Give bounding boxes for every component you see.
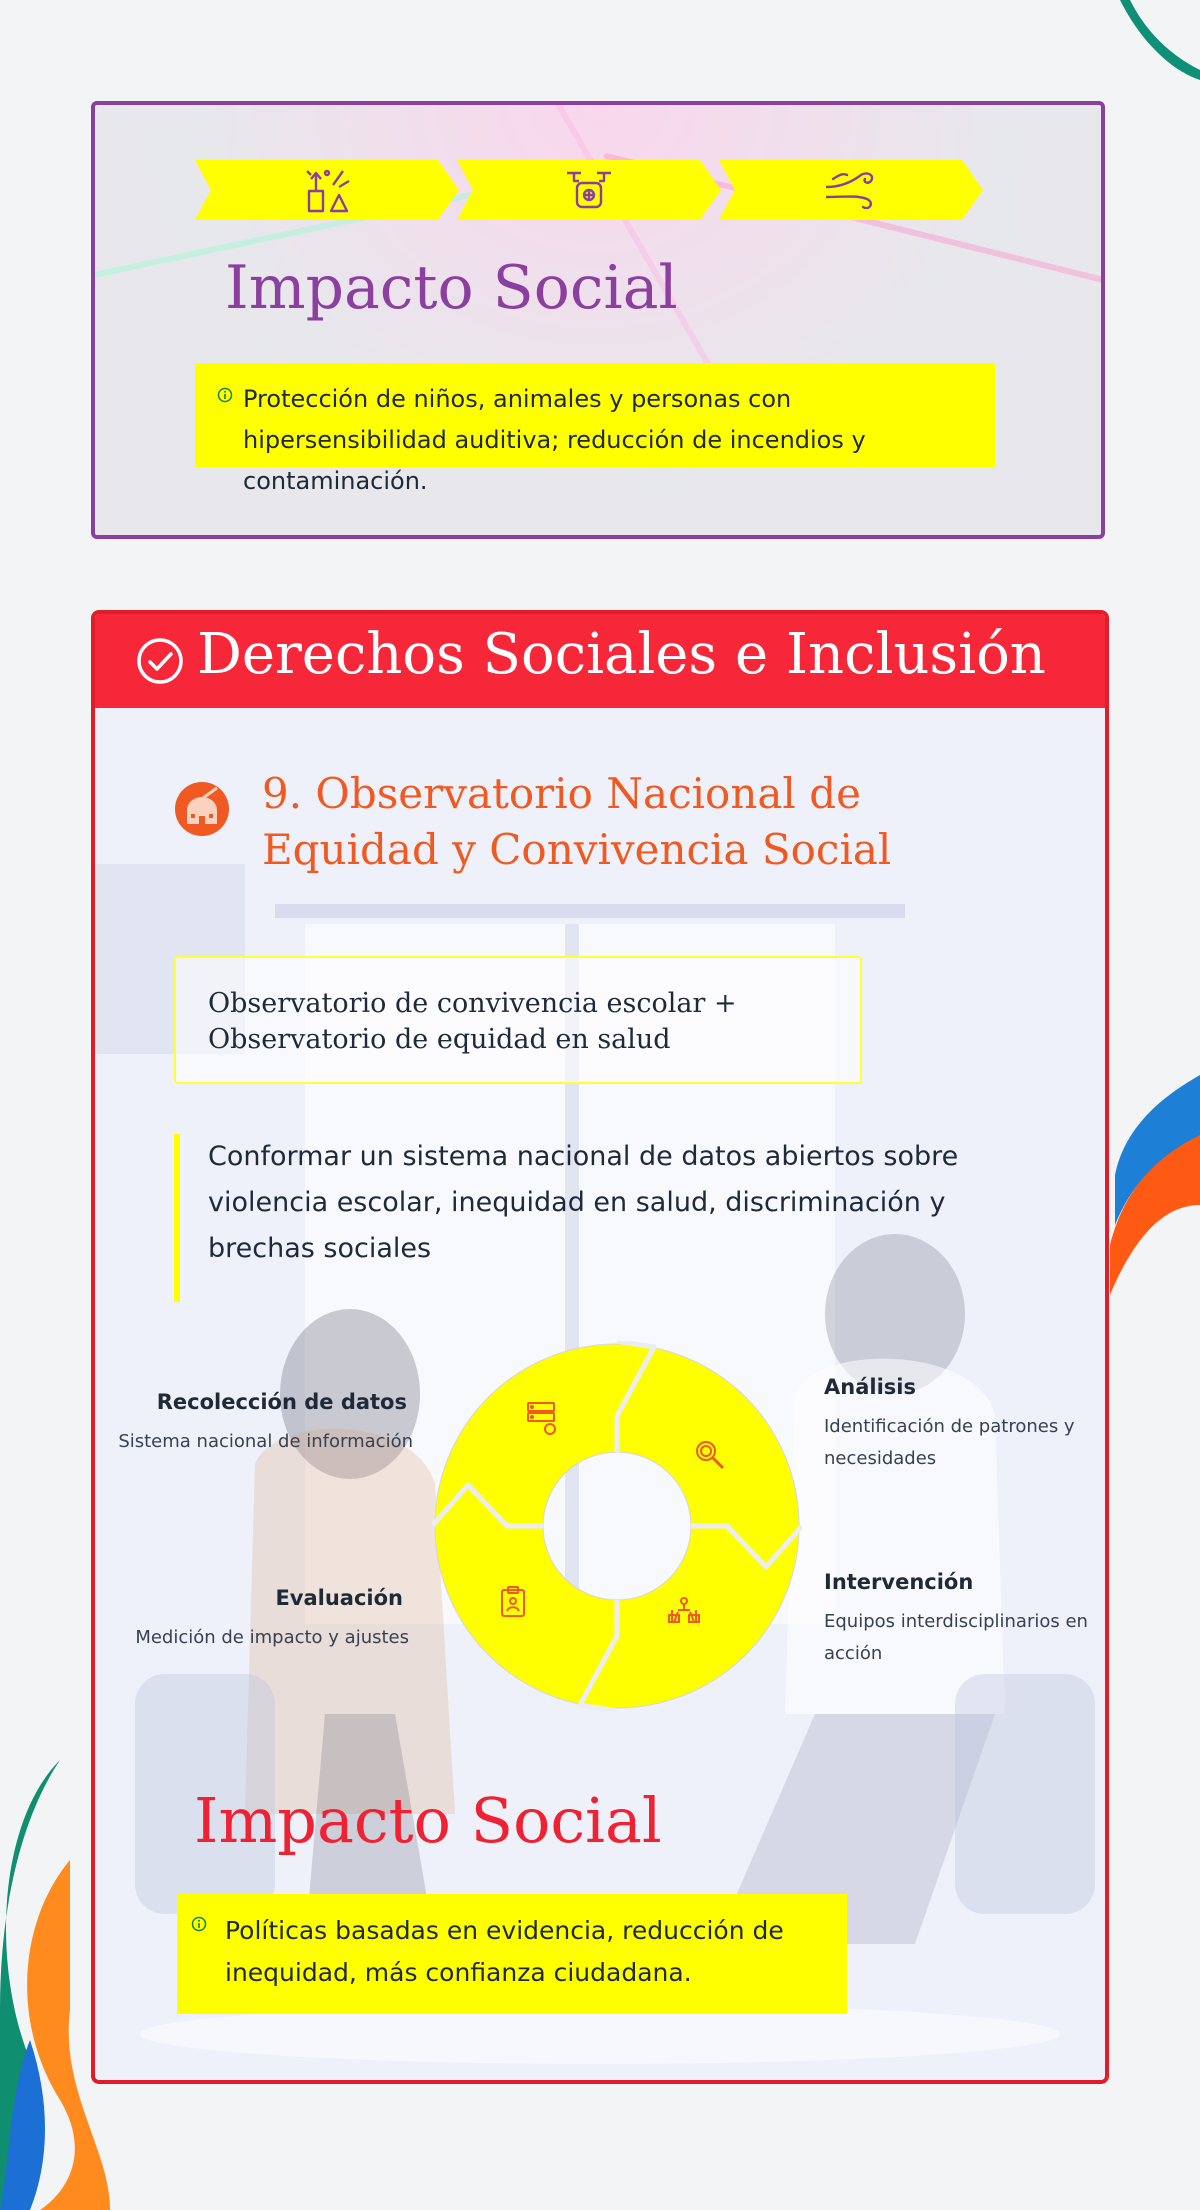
observatory-component-school: Observatorio de convivencia escolar + [208,988,737,1019]
info-icon [191,1916,207,1932]
decorative-swirl-right [1105,1075,1200,1295]
observatory-component-health: Observatorio de equidad en salud [208,1024,671,1055]
cycle-step-text-evaluation: Medición de impacto y ajustes [135,1627,409,1648]
impact-note-inclusion-text: Políticas basadas en evidencia, reducción de inequidad, más confianza ciudadana. [225,1916,784,1987]
impact-note [195,363,995,495]
info-icon [217,387,233,403]
objective-quote [174,1134,974,1302]
cycle-step-title-collection: Recolección de datos [156,1390,407,1414]
observatory-icon [173,780,231,838]
check-circle-icon [135,636,185,686]
section-header-title: Derechos Sociales e Inclusión [197,622,1046,687]
impact-title: Impacto Social [225,253,678,323]
impact-card-fireworks [91,101,1105,539]
cycle-diagram [432,1341,802,1711]
observatory-title: 9. Observatorio Nacional de Equidad y Convivencia Social [262,769,892,874]
wind-icon [823,165,879,215]
decorative-swirl-top-right [1120,0,1200,80]
cycle-step-text-collection: Sistema nacional de información [118,1431,413,1452]
section-header [95,614,1105,708]
chevron-drone [457,160,721,220]
chevron-wind [719,160,983,220]
objective-text: Conformar un sistema nacional de datos abiertos sobre violencia escolar, inequidad en salud, discriminación y brechas sociales [208,1141,959,1264]
social-rights-card [91,610,1109,2084]
cycle-step-title-evaluation: Evaluación [275,1586,403,1610]
cycle-step-text-analysis: Identificación de patrones y necesidades [824,1416,1075,1469]
cycle-step-title-analysis: Análisis [824,1375,916,1399]
cycle-step-text-intervention: Equipos interdisciplinarios en acción [824,1611,1088,1664]
drone-icon [563,165,615,215]
chevron-fireworks [195,160,459,220]
icon-chevron-row [195,160,985,220]
fireworks-icon [303,165,351,215]
impact-note-inclusion [177,1894,847,2014]
impact-title-inclusion: Impacto Social [194,1784,662,1857]
observatory-components-box [174,956,862,1084]
cycle-step-title-intervention: Intervención [824,1570,974,1594]
impact-note-text: Protección de niños, animales y personas con hipersensibilidad auditiva; reducción de incendios y contaminación. [243,385,866,495]
